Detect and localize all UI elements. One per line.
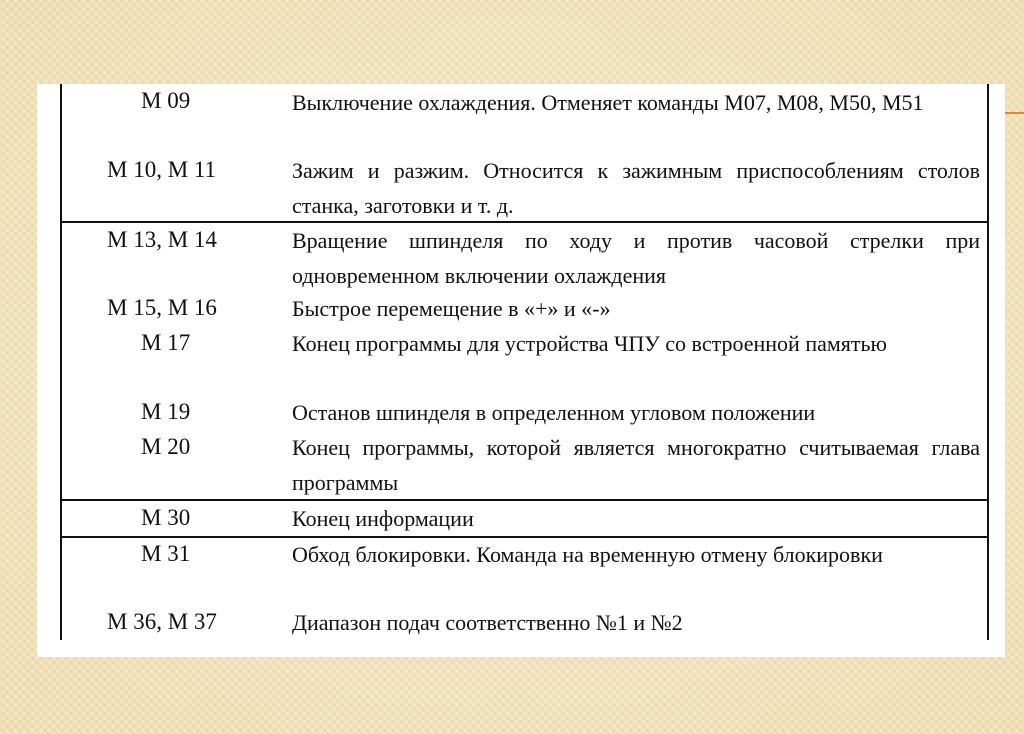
description-cell: Конец программы для устройства ЧПУ со встроенной памятью bbox=[292, 331, 887, 356]
description-cell: Быстрое перемещение в «+» и «-» bbox=[292, 296, 611, 321]
code-cell: М 13, М 14 bbox=[107, 227, 217, 252]
code-cell: М 15, М 16 bbox=[107, 295, 217, 320]
code-cell: М 30 bbox=[141, 505, 191, 530]
description-cell: Диапазон подач соответственно №1 и №2 bbox=[292, 610, 683, 635]
code-cell: М 17 bbox=[141, 330, 191, 355]
code-cell: М 10, М 11 bbox=[107, 157, 217, 182]
description-cell: Вращение шпинделя по ходу и против часовой стрелки при одновременном включении охлаждения bbox=[292, 228, 980, 288]
description-cell: Обход блокировки. Команда на временную отмену блокировки bbox=[292, 542, 883, 567]
description-cell: Останов шпинделя в определенном угловом положении bbox=[292, 400, 816, 425]
description-cell: Зажим и разжим. Относится к зажимным приспособлениям столов станка, заготовки и т. д. bbox=[292, 158, 980, 218]
description-cell: Выключение охлаждения. Отменяет команды М07, М08, М50, М51 bbox=[292, 90, 924, 115]
code-cell: М 19 bbox=[141, 399, 191, 424]
m-codes-table bbox=[60, 84, 989, 640]
code-cell: М 20 bbox=[141, 434, 191, 459]
slide-panel bbox=[37, 84, 1005, 657]
code-cell: М 31 bbox=[141, 541, 191, 566]
accent-line bbox=[1004, 112, 1024, 114]
code-cell: М 36, М 37 bbox=[107, 609, 217, 634]
description-cell: Конец информации bbox=[292, 506, 474, 531]
description-cell: Конец программы, которой является многократно считываемая глава программы bbox=[292, 435, 980, 495]
code-cell: М 09 bbox=[141, 88, 191, 113]
